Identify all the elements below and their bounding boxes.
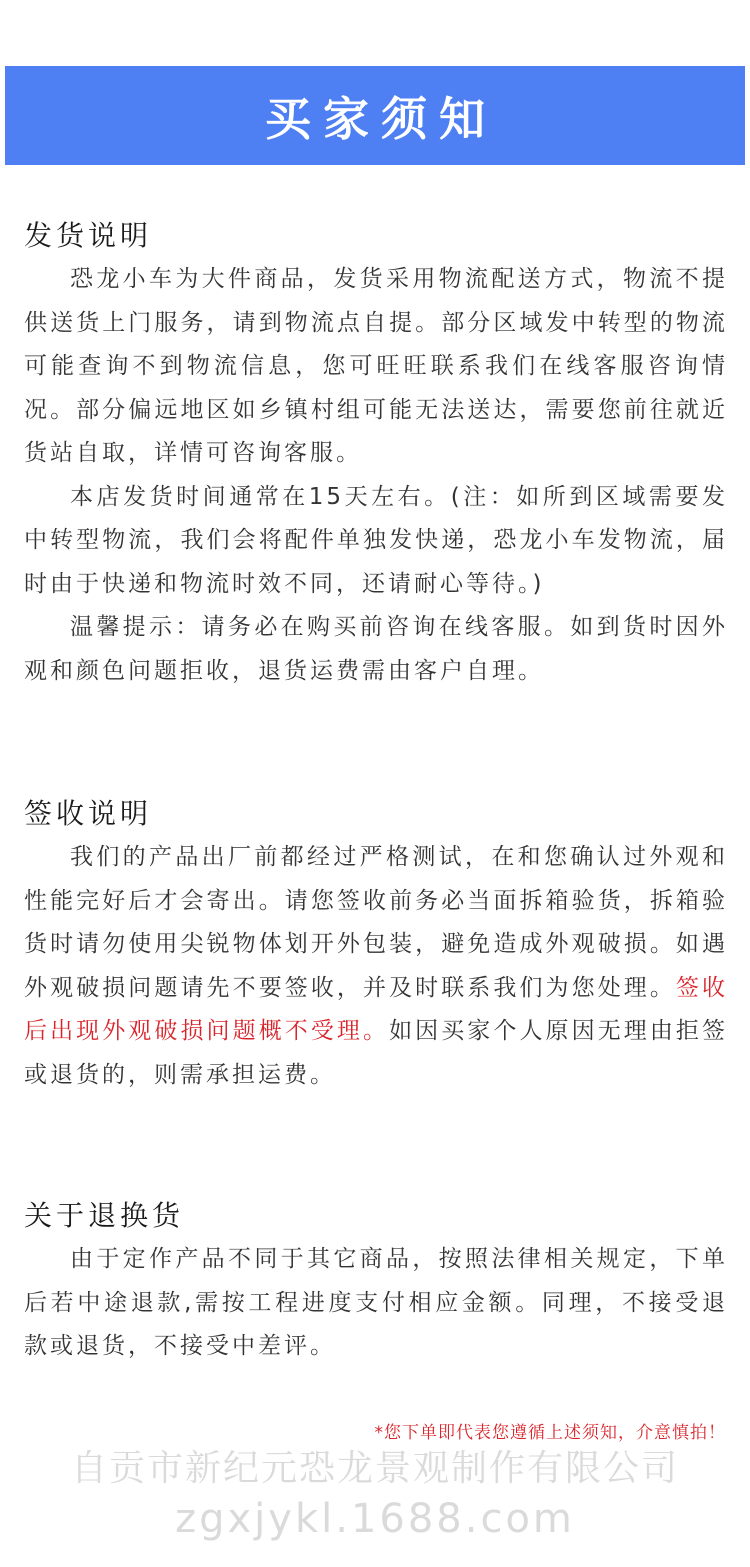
receipt-section [24, 792, 728, 1097]
header-banner [5, 66, 745, 165]
receipt-warning-text: 签收后出现外观破损问题概不受理。 [24, 974, 729, 1044]
returns-section [24, 1194, 728, 1369]
url-watermark: zgxjykl.1688.com [175, 1496, 575, 1542]
receipt-paragraph [24, 836, 728, 1097]
returns-heading: 关于退换货 [24, 1199, 185, 1232]
receipt-text-b: 如因买家个人原因无理由拒签或退货的，则需承担运费。 [24, 1018, 729, 1088]
page-title: 买家须知 [265, 91, 497, 146]
receipt-text-a: 我们的产品出厂前都经过严格测试，在和您确认过外观和性能完好后才会寄出。请您签收前务必当面拆箱验货，拆箱验货时请勿使用尖锐物体划开外包装，避免造成外观破损。如遇外观破损问题请先不要签收，并及时联系我们为您处理。 [24, 844, 728, 1001]
shipping-paragraph-3: 温馨提示：请务必在购买前咨询在线客服。如到货时因外观和颜色问题拒收，退货运费需由客户自理。 [24, 614, 728, 684]
order-notice: *您下单即代表您遵循上述须知，介意慎拍！ [374, 1423, 726, 1443]
receipt-heading: 签收说明 [24, 797, 153, 830]
company-watermark: 自贡市新纪元恐龙景观制作有限公司 [70, 1448, 679, 1489]
shipping-paragraph-2: 本店发货时间通常在15天左右。(注：如所到区域需要发中转型物流，我们会将配件单独发快递，恐龙小车发物流，届时由于快递和物流时效不同，还请耐心等待。) [24, 483, 728, 597]
returns-paragraph: 由于定作产品不同于其它商品，按照法律相关规定，下单后若中途退款,需按工程进度支付相应金额。同理，不接受退款或退货，不接受中差评。 [24, 1246, 728, 1359]
shipping-heading: 发货说明 [24, 219, 153, 252]
shipping-paragraph-1: 恐龙小车为大件商品，发货采用物流配送方式，物流不提供送货上门服务，请到物流点自提。部分区域发中转型的物流可能查询不到物流信息，您可旺旺联系我们在线客服咨询情况。部分偏远地区如乡镇村组可能无法送达，需要您前往就近货站自取，详情可咨询客服。 [24, 266, 728, 466]
shipping-section [24, 214, 728, 693]
